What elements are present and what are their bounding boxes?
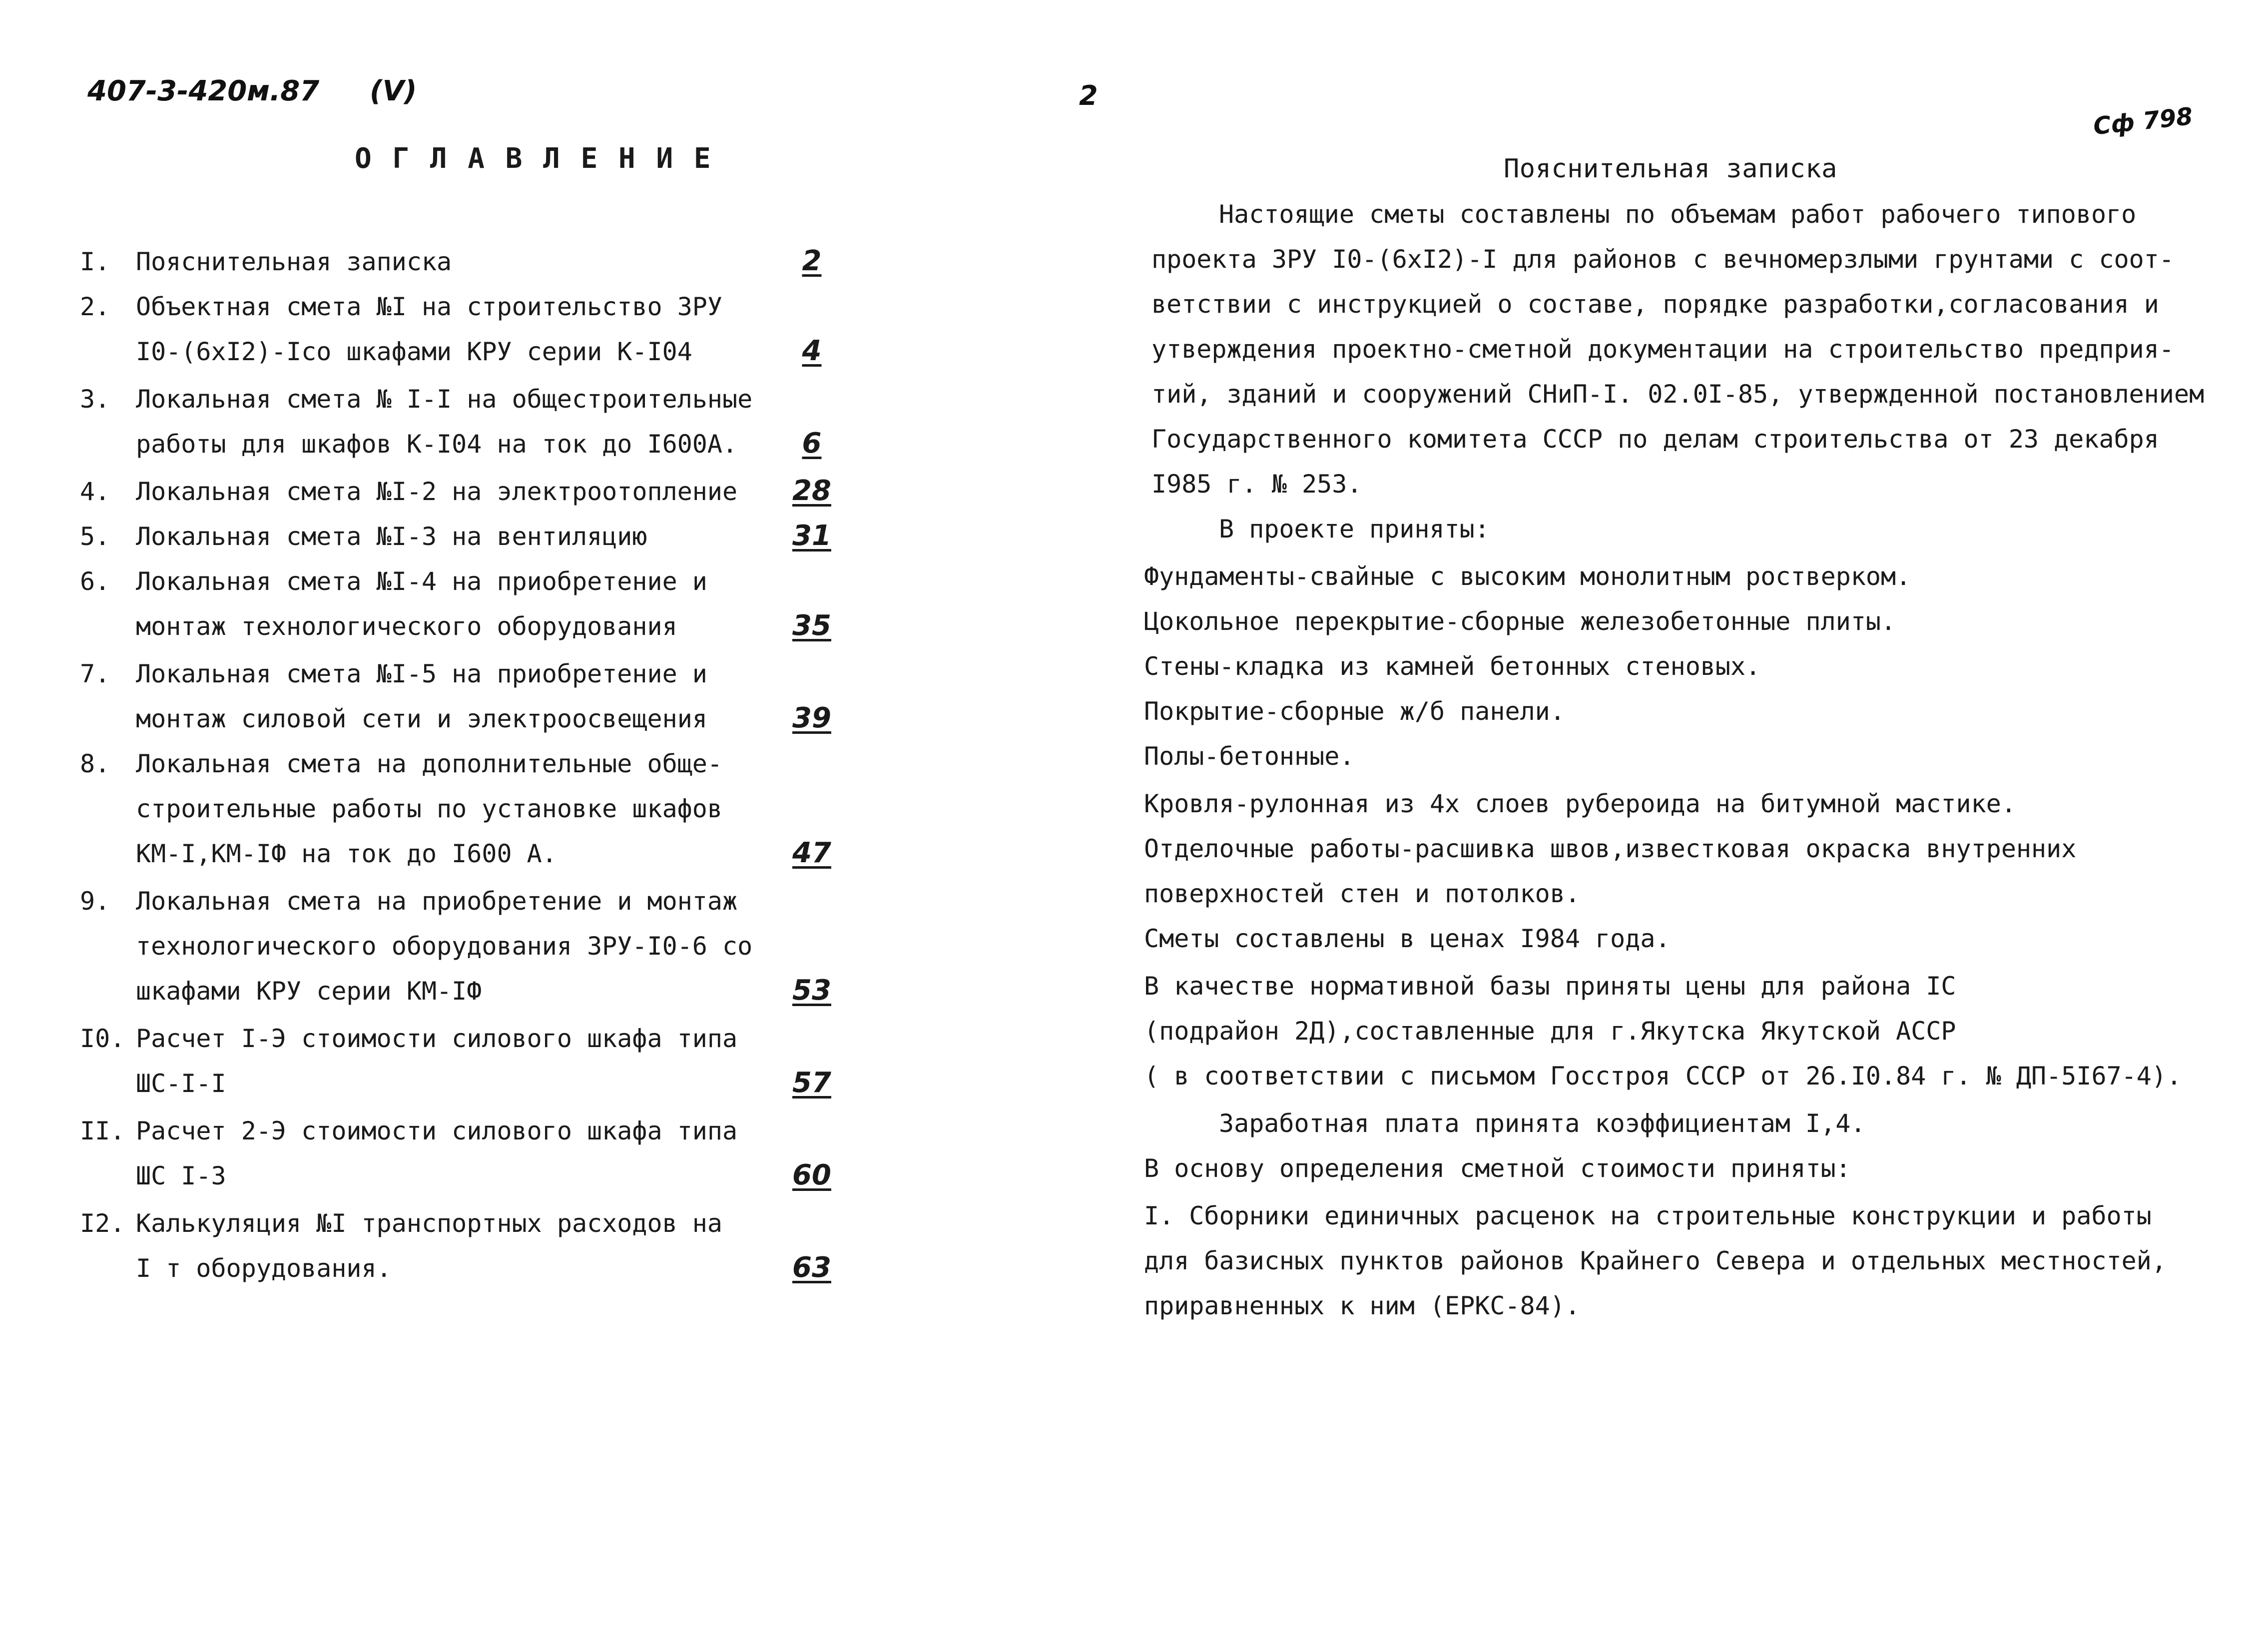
toc-entry-line — [136, 430, 737, 459]
toc-entry-line — [80, 1209, 722, 1238]
toc-entry-text: Локальная смета № I-I на общестроительные — [136, 385, 753, 414]
toc-entry-number: 9. — [80, 887, 110, 916]
toc-entry-text: монтаж силовой сети и электроосвещения — [136, 704, 707, 733]
toc-entry-number: 5. — [80, 522, 110, 551]
toc-entry-text: технологического оборудования ЗРУ-I0-6 со — [136, 932, 753, 961]
toc-entry-line — [136, 932, 752, 961]
toc-page-number: 63 — [792, 1251, 831, 1284]
note-paragraph-line: приравненных к ним (ЕРКС-84). — [1144, 1291, 1580, 1320]
toc-entry-text: Расчет I-Э стоимости силового шкафа типа — [136, 1024, 738, 1053]
toc-page-number: 4 — [802, 335, 822, 367]
toc-entry-line — [80, 749, 722, 778]
toc-entry-line — [80, 659, 707, 688]
note-paragraph-line: поверхностей стен и потолков. — [1144, 879, 1580, 908]
note-paragraph-line: утверждения проектно-сметной документации на строительство предприя- — [1151, 335, 2174, 364]
toc-entry-text: ШС-I-I — [136, 1069, 226, 1098]
note-paragraph-line: Стены-кладка из камней бетонных стеновых. — [1144, 652, 1761, 681]
toc-entry-text: КМ-I,КМ-IФ на ток до I600 А. — [136, 839, 557, 868]
toc-page-number: 39 — [792, 702, 831, 734]
toc-entry-text: I0-(6хI2)-Iсо шкафами КРУ серии К-I04 — [136, 337, 692, 366]
toc-entry-text: строительные работы по установке шкафов — [136, 794, 722, 823]
toc-entry-line — [136, 337, 692, 366]
toc-entry-text: шкафами КРУ серии КМ-IФ — [136, 977, 482, 1006]
toc-entry-text: Локальная смета №I-2 на электроотопление — [136, 477, 738, 506]
toc-entry-number: I. — [80, 247, 110, 276]
toc-entry-number: 2. — [80, 292, 110, 321]
toc-page-number: 2 — [802, 245, 822, 277]
note-paragraph-line: Государственного комитета СССР по делам строительства от 23 декабря — [1151, 425, 2159, 454]
toc-entry-number: 3. — [80, 385, 110, 414]
note-paragraph-line: Полы-бетонные. — [1144, 742, 1355, 771]
note-paragraph-line: Цокольное перекрытие-сборные железобетонные плиты. — [1144, 607, 1896, 636]
archive-stamp: Сф 798 — [2092, 102, 2195, 141]
album-mark: (V) — [370, 75, 417, 107]
toc-entry-text: Локальная смета на приобретение и монтаж — [136, 887, 738, 916]
toc-entry-text: Пояснительная записка — [136, 247, 452, 276]
toc-page-number: 53 — [792, 974, 831, 1007]
toc-entry-line — [80, 887, 737, 916]
note-paragraph-line: Сметы составлены в ценах I984 года. — [1144, 924, 1671, 953]
toc-entry-text: Расчет 2-Э стоимости силового шкафа типа — [136, 1116, 738, 1145]
document-code: 407-3-420м.87 — [87, 75, 320, 107]
toc-entry-line — [136, 704, 707, 733]
toc-page-number: 6 — [802, 427, 822, 460]
toc-entry-text: Локальная смета №I-4 на приобретение и — [136, 567, 707, 596]
toc-page-number: 31 — [792, 520, 831, 552]
note-paragraph-line: Отделочные работы-расшивка швов,известковая окраска внутренних — [1144, 834, 2077, 863]
toc-entry-line — [80, 522, 647, 551]
note-paragraph-line: Фундаменты-свайные с высоким монолитным ростверком. — [1144, 562, 1911, 591]
toc-entry-line — [80, 477, 737, 506]
note-paragraph-line: ветствии с инструкцией о составе, порядке разработки,согласования и — [1151, 290, 2159, 319]
toc-entry-line — [136, 1069, 226, 1098]
toc-entry-number: 4. — [80, 477, 110, 506]
toc-entry-line — [80, 385, 752, 414]
toc-title: О Г Л А В Л Е Н И Е — [355, 142, 713, 175]
note-paragraph-line: Покрытие-сборные ж/б панели. — [1144, 697, 1565, 726]
note-paragraph-line: В качестве нормативной базы приняты цены для района IC — [1144, 972, 1956, 1001]
toc-entry-line — [136, 839, 557, 868]
toc-entry-line — [136, 1161, 226, 1190]
toc-entry-line — [136, 794, 722, 823]
toc-entry-line — [80, 1116, 737, 1145]
note-paragraph-line: ( в соответствии с письмом Госстроя СССР от 26.I0.84 г. № ДП-5I67-4). — [1144, 1062, 2182, 1091]
toc-page-number: 35 — [792, 609, 831, 642]
toc-entry-text: работы для шкафов К-I04 на ток до I600А. — [136, 430, 738, 459]
note-paragraph-line: I985 г. № 253. — [1151, 470, 1362, 499]
toc-entry-number: I2. — [80, 1209, 125, 1238]
note-paragraph-line: (подрайон 2Д),составленные для г.Якутска Якутской АССР — [1144, 1017, 1956, 1046]
toc-entry-line — [80, 247, 452, 276]
toc-entry-number: 8. — [80, 749, 110, 778]
toc-entry-line — [136, 612, 677, 641]
toc-entry-line — [80, 567, 707, 596]
toc-page-number: 60 — [792, 1159, 831, 1191]
toc-entry-text: ШС I-3 — [136, 1161, 226, 1190]
toc-entry-line — [80, 292, 722, 321]
toc-entry-line — [80, 1024, 737, 1053]
toc-entry-text: Объектная смета №I на строительство ЗРУ — [136, 292, 722, 321]
note-paragraph-line: для базисных пунктов районов Крайнего Севера и отдельных местностей, — [1144, 1246, 2167, 1275]
note-paragraph-line: В основу определения сметной стоимости приняты: — [1144, 1154, 1851, 1183]
note-paragraph-line: В проекте приняты: — [1219, 515, 1490, 544]
toc-page-number: 57 — [792, 1067, 831, 1099]
toc-entry-number: 7. — [80, 659, 110, 688]
toc-entry-text: Локальная смета №I-3 на вентиляцию — [136, 522, 647, 551]
toc-entry-text: Локальная смета на дополнительные обще- — [136, 749, 722, 778]
note-paragraph-line: Кровля-рулонная из 4х слоев рубероида на битумной мастике. — [1144, 789, 2016, 818]
note-paragraph-line: Настоящие сметы составлены по объемам работ рабочего типового — [1219, 200, 2137, 229]
note-paragraph-line: проекта ЗРУ I0-(6хI2)-I для районов с вечномерзлыми грунтами с соот- — [1151, 245, 2174, 274]
toc-entry-text: Локальная смета №I-5 на приобретение и — [136, 659, 707, 688]
toc-entry-number: 6. — [80, 567, 110, 596]
toc-page-number: 47 — [792, 837, 831, 869]
note-paragraph-line: I. Сборники единичных расценок на строительные конструкции и работы — [1144, 1201, 2152, 1230]
toc-entry-text: I т оборудования. — [136, 1254, 392, 1283]
note-paragraph-line: тий, зданий и сооружений СНиП-I. 02.0I-85, утвержденной постановлением — [1151, 380, 2205, 409]
page-number: 2 — [1079, 80, 1098, 111]
toc-entry-line — [136, 977, 482, 1006]
toc-entry-text: Калькуляция №I транспортных расходов на — [136, 1209, 722, 1238]
toc-entry-number: I0. — [80, 1024, 125, 1053]
toc-entry-text: монтаж технологического оборудования — [136, 612, 677, 641]
note-paragraph-line: Заработная плата принята коэффициентам I,4. — [1219, 1109, 1866, 1138]
toc-page-number: 28 — [792, 475, 831, 507]
toc-entry-number: II. — [80, 1116, 125, 1145]
note-title: Пояснительная записка — [1504, 154, 1837, 184]
toc-entry-line — [136, 1254, 392, 1283]
